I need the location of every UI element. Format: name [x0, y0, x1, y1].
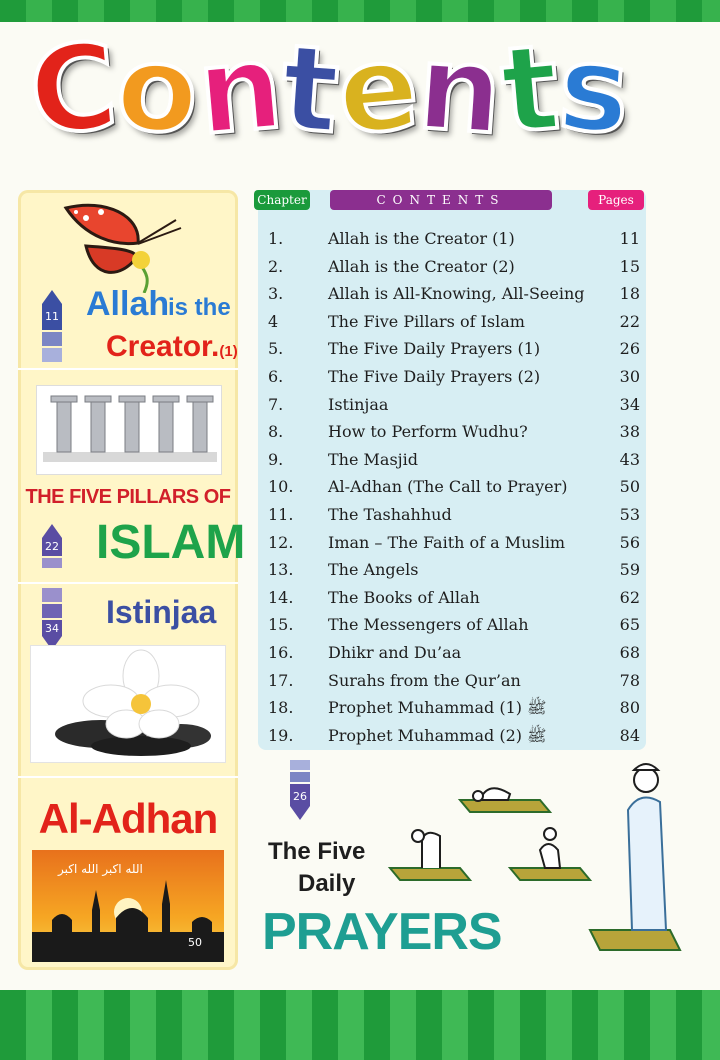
chapter-number: 9.	[268, 449, 284, 469]
chapter-number: 5.	[268, 339, 284, 359]
table-row	[258, 557, 646, 585]
chapter-title: The Five Pillars of Islam	[328, 311, 525, 331]
heading-islam: ISLAM	[96, 516, 246, 569]
page-number: 26	[619, 339, 640, 359]
chapter-number: 7.	[268, 394, 284, 414]
title-letter: o	[111, 17, 203, 161]
chapter-title: Allah is the Creator (2)	[328, 256, 515, 276]
chapter-title: How to Perform Wudhu?	[328, 422, 528, 442]
page-number: 80	[619, 698, 640, 718]
chapter-marker	[42, 348, 62, 362]
bottom-stripes	[0, 990, 720, 1060]
chapter-title: Prophet Muhammad ﷺ (2)	[328, 725, 547, 745]
chapter-number: 2.	[268, 256, 284, 276]
table-row	[258, 612, 646, 640]
chapter-title: Allah is the Creator (1)	[328, 229, 515, 248]
heading-allah: Allah	[86, 285, 170, 323]
header-pages: Pages	[588, 190, 644, 210]
chapter-title: The Books of Allah	[328, 587, 480, 607]
chapter-number: 11.	[268, 504, 294, 524]
page-number: 65	[619, 615, 640, 635]
table-row	[258, 309, 646, 337]
table-row	[258, 723, 646, 751]
page-number: 68	[619, 642, 640, 662]
table-row	[258, 474, 646, 502]
butterfly-icon	[46, 198, 216, 293]
table-row	[258, 668, 646, 696]
page-number: 15	[619, 256, 640, 276]
page-number: 62	[619, 587, 640, 607]
table-row	[258, 281, 646, 309]
heading-daily: Daily	[298, 870, 356, 897]
arrow-up-icon	[42, 290, 62, 304]
heading-the-five: The Five	[268, 838, 366, 865]
chapter-number: 19.	[268, 725, 294, 745]
chapter-number: 11	[45, 310, 59, 323]
title-letter: t	[496, 17, 565, 161]
page-number: 59	[619, 560, 640, 580]
table-row	[258, 419, 646, 447]
header-contents: CONTENTS	[330, 190, 552, 210]
title-letter: C	[24, 16, 123, 162]
page-number: 34	[619, 394, 640, 414]
chapter-title: The Tashahhud	[328, 504, 452, 524]
table-row	[258, 530, 646, 558]
heading-prayers: PRAYERS	[262, 903, 502, 961]
title-letter: n	[413, 17, 507, 161]
chapter-title: Istinjaa	[328, 394, 389, 414]
title-letter: n	[191, 16, 288, 162]
table-row	[258, 695, 646, 723]
chapter-number: 34	[45, 622, 59, 635]
chapter-number: 8.	[268, 422, 284, 442]
table-row	[258, 585, 646, 613]
table-row	[258, 447, 646, 475]
page-number: 18	[619, 284, 640, 304]
page-number: 30	[619, 366, 640, 386]
page-number: 53	[619, 504, 640, 524]
chapter-marker	[42, 604, 62, 618]
page-number: 50	[619, 477, 640, 497]
chapter-number: 6.	[268, 366, 284, 386]
page-number: 43	[619, 449, 640, 469]
flower-image	[30, 645, 226, 763]
page-number: 38	[619, 422, 640, 442]
chapter-number: 13.	[268, 560, 294, 580]
divider	[18, 776, 238, 778]
page-number: 11	[619, 229, 640, 248]
contents-rows	[258, 226, 646, 750]
pillars-icon	[37, 386, 223, 476]
chapter-number: 14.	[268, 587, 294, 607]
pillars-image	[36, 385, 222, 475]
table-row	[258, 640, 646, 668]
page-number: 56	[619, 532, 640, 552]
header-chapter: Chapter	[254, 190, 310, 210]
chapter-number: 3.	[268, 284, 284, 304]
table-row	[258, 226, 646, 254]
left-column	[18, 190, 246, 970]
chapter-title: Prophet Muhammad ﷺ (1)	[328, 698, 547, 718]
page-number: 22	[619, 311, 640, 331]
chapter-number: 22	[45, 540, 59, 553]
divider	[18, 582, 238, 584]
page-number: 50	[188, 936, 202, 949]
page-number: 84	[619, 725, 640, 745]
title-letter: s	[553, 17, 634, 161]
chapter-number: 4	[268, 311, 279, 331]
flower-icon	[31, 646, 227, 764]
contents-table	[258, 190, 646, 750]
heading-creator: Creator.(1)	[106, 330, 238, 363]
chapter-number: 1.	[268, 229, 284, 248]
chapter-number: 26	[293, 790, 307, 803]
chapter-number: 17.	[268, 670, 294, 690]
heading-is-the: is the	[168, 294, 231, 321]
arabic-text: الله اكبر الله اكبر	[58, 862, 143, 876]
chapter-title: Iman – The Faith of a Muslim	[328, 532, 566, 552]
arrow-down-icon	[290, 806, 310, 820]
chapter-number: 10.	[268, 477, 294, 497]
heading-five-pillars: THE FIVE PILLARS OF	[25, 486, 231, 508]
table-row	[258, 392, 646, 420]
chapter-marker	[42, 558, 62, 568]
title-letter: e	[332, 16, 425, 162]
table-row	[258, 364, 646, 392]
table-row	[258, 336, 646, 364]
arrow-up-icon	[42, 524, 62, 538]
chapter-title: The Messengers of Allah	[328, 615, 529, 635]
chapter-title: The Five Daily Prayers (2)	[328, 366, 541, 386]
heading-al-adhan: Al-Adhan	[38, 795, 218, 842]
chapter-number: 16.	[268, 642, 294, 662]
chapter-marker	[42, 588, 62, 602]
chapter-title: Dhikr and Du’aa	[328, 642, 462, 662]
table-row	[258, 254, 646, 282]
title-letter: t	[276, 18, 343, 160]
page-title	[24, 16, 700, 180]
heading-istinjaa: Istinjaa	[106, 594, 217, 630]
page-number: 78	[619, 670, 640, 690]
table-row	[258, 502, 646, 530]
divider	[18, 368, 238, 370]
chapter-number: 12.	[268, 532, 294, 552]
chapter-title: The Five Daily Prayers (1)	[328, 339, 541, 359]
chapter-title: Allah is All-Knowing, All-Seeing	[328, 284, 585, 304]
chapter-title: Surahs from the Qur’an	[328, 670, 521, 690]
chapter-marker	[42, 332, 62, 346]
prayer-illustration	[370, 750, 710, 980]
chapter-title: The Masjid	[328, 449, 418, 469]
chapter-title: The Angels	[328, 560, 419, 580]
chapter-number: 18.	[268, 698, 294, 718]
chapter-number: 15.	[268, 615, 294, 635]
chapter-title: Al-Adhan (The Call to Prayer)	[328, 477, 568, 497]
